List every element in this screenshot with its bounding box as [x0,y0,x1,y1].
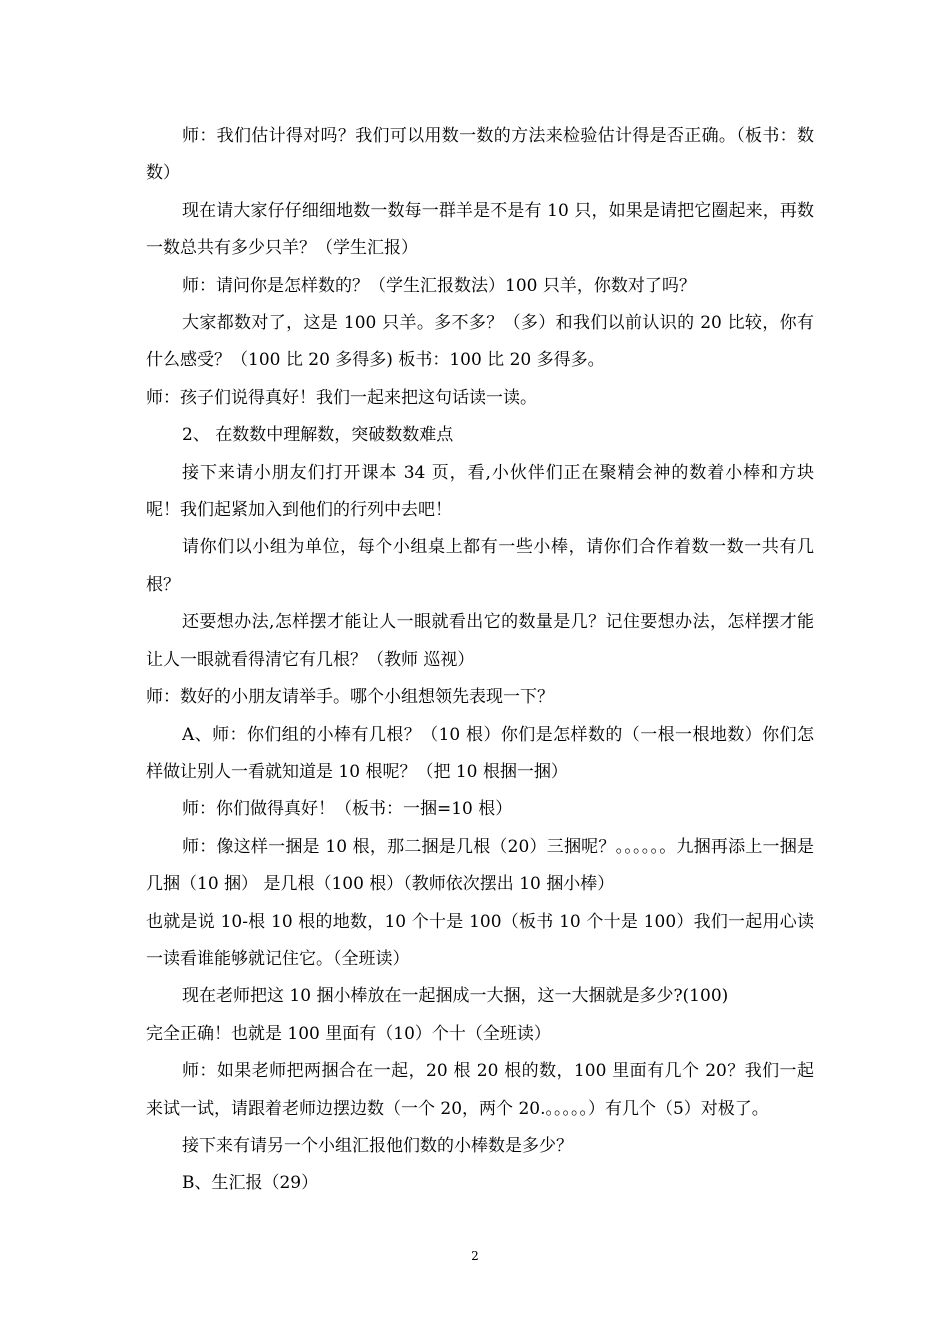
paragraph-1: 师：我们估计得对吗？我们可以用数一数的方法来检验估计得是否正确。（板书：数数） [146,126,814,184]
paragraph-2: 现在请大家仔仔细细地数一数每一群羊是不是有 10 只，如果是请把它圈起来，再数一数总共有多少只羊？（学生汇报） [146,200,814,259]
paragraph-6: 2、 在数数中理解数，突破数数难点 [182,425,454,446]
paragraph-18: 接下来有请另一个小组汇报他们数的小棒数是多少？ [182,1135,573,1156]
paragraph-19: B、生汇报（29） [182,1173,319,1194]
paragraph-17: 师：如果老师把两捆合在一起，20 根 20 根的数，100 里面有几个 20？我们一起来试一试，请跟着老师边摆边数（一个 20，两个 20.。。。。。）有几个（5）对极了。 [146,1061,814,1119]
paragraph-16: 完全正确！也就是 100 里面有（10）个十（全班读） [146,1023,551,1044]
paragraph-12: 师：你们做得真好！（板书：一捆=10 根） [182,799,513,820]
paragraph-4: 大家都数对了，这是 100 只羊。多不多？（多）和我们以前认识的 20 比较，你有什么感受？（100 比 20 多得多) 板书：100 比 20 多得多。 [146,313,814,371]
paragraph-3: 师：请问你是怎样数的？（学生汇报数法）100 只羊，你数对了吗？ [182,275,696,296]
paragraph-10: 师：数好的小朋友请举手。哪个小组想领先表现一下？ [146,687,554,708]
paragraph-9: 还要想办法,怎样摆才能让人一眼就看出它的数量是几？记住要想办法，怎样摆才能让人一眼就看得清它有几根？（教师 巡视） [146,612,814,670]
page-number: 2 [471,1249,479,1263]
paragraph-7: 接下来请小朋友们打开课本 34 页，看,小伙伴们正在聚精会神的数着小棒和方块呢！我们起紧加入到他们的行列中去吧！ [146,462,814,521]
paragraph-11: A、师：你们组的小棒有几根？（10 根）你们是怎样数的（一根一根地数）你们怎样做让别人一看就知道是 10 根呢？（把 10 根捆一捆） [146,724,814,782]
paragraph-8: 请你们以小组为单位，每个小组桌上都有一些小棒，请你们合作着数一数一共有几根？ [146,537,814,595]
document-body [146,118,814,1203]
paragraph-5: 师：孩子们说得真好！我们一起来把这句话读一读。 [146,387,537,408]
paragraph-13: 师：像这样一捆是 10 根，那二捆是几根（20）三捆呢？。。。。。。九捆再添上一捆是几捆（10 捆） 是几根（100 根）（教师依次摆出 10 捆小棒） [146,836,814,895]
paragraph-15: 现在老师把这 10 捆小棒放在一起捆成一大捆，这一大捆就是多少?(100) [182,986,729,1007]
paragraph-14: 也就是说 10-根 10 根的地数，10 个十是 100（板书 10 个十是 100）我们一起用心读一读看谁能够就记住它。（全班读） [146,911,814,969]
